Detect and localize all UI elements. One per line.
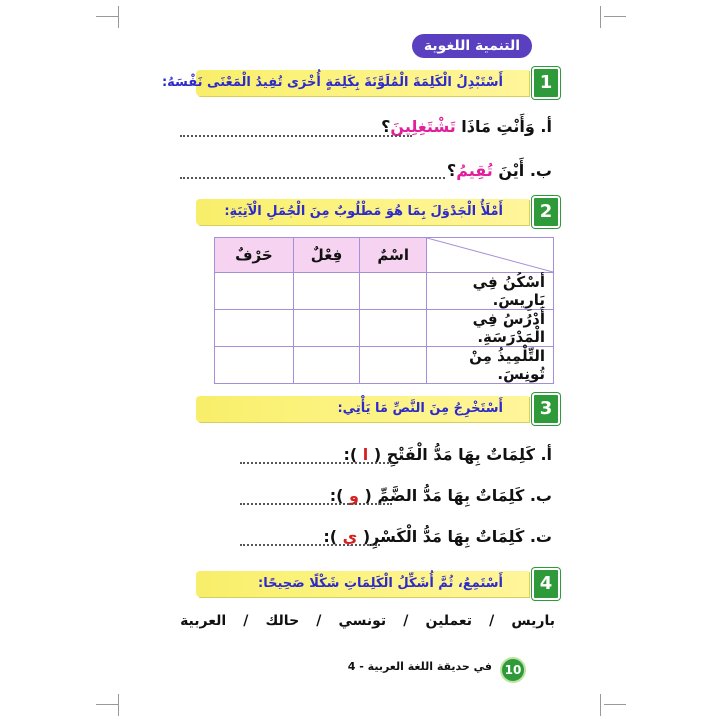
word-list [180,613,555,629]
exercise3-item-a: أ. كَلِمَاتٌ بِهَا مَدُّ الْفَتْحِ ( ا ): [343,445,552,464]
separator: / [403,613,409,629]
page-title: التنمية اللغوية [412,34,532,58]
exercise3-item-c: ت. كَلِمَاتٌ بِهَا مَدُّ الْكَسْرِ( ي ): [323,527,552,546]
separator: / [243,613,249,629]
long-vowel-letter: ا [357,445,374,464]
answer-line[interactable] [180,176,445,179]
word[interactable]: باريس [511,613,555,629]
section-3-number: 3 [532,393,560,425]
column-header-particle: حَرْفٌ [215,238,294,273]
long-vowel-letter: ي [337,527,363,546]
crop-mark [96,16,118,17]
crop-mark [118,694,119,716]
answer-line[interactable] [240,543,380,546]
table-row [215,347,554,384]
crop-mark [604,16,626,17]
diagonal-header-cell [427,238,554,273]
section-2-number: 2 [532,196,560,228]
section-1-instruction: أَسْتَبْدِلُ الْكَلِمَةَ الْمُلَوَّنَةَ بِكَلِمَةٍ أُخْرَى تُفِيدُ الْمَعْنَى نَفْسَهُ: [161,75,503,90]
answer-cell[interactable] [360,347,427,384]
word[interactable]: تونسي [338,613,387,629]
long-vowel-letter: و [343,486,365,505]
exercise3-item-b: ب. كَلِمَاتٌ بِهَا مَدُّ الضَّمِّ ( و ): [329,486,552,505]
section-4-bar [196,571,529,597]
section-2-instruction: أَمْلَأُ الْجَدْوَلَ بِمَا هُوَ مَطْلُوبٌ مِنَ الْجُمَلِ الْآتِيَةِ: [224,204,503,219]
section-2-bar [196,199,529,225]
word[interactable]: حالك [265,613,300,629]
answer-cell[interactable] [293,347,360,384]
answer-line[interactable] [180,134,412,137]
word[interactable]: العربية [180,613,227,629]
column-header-verb: فِعْلٌ [293,238,360,273]
table-row [215,310,554,347]
answer-line[interactable] [240,461,392,464]
separator: / [316,613,322,629]
section-1-number: 1 [532,67,560,99]
book-title: في حديقة اللغة العربية - 4 [347,660,492,673]
section-3-bar [196,396,529,422]
table-header-row [215,238,554,273]
separator: / [489,613,495,629]
answer-cell[interactable] [215,347,294,384]
column-header-noun: اسْمٌ [360,238,427,273]
section-4-number: 4 [532,568,560,600]
classification-table [214,237,554,384]
answer-cell[interactable] [215,273,294,310]
exercise1-item-a: أ. وَأَنْتِ مَاذَا تَشْتَغِلِينَ؟ [381,117,552,136]
answer-line[interactable] [240,502,392,505]
crop-mark [600,694,601,716]
page-number-badge: 10 [500,657,526,683]
crop-mark [118,6,119,28]
answer-cell[interactable] [293,310,360,347]
section-1-bar [161,70,529,96]
answer-cell[interactable] [360,273,427,310]
crop-mark [600,6,601,28]
highlighted-word: تُقِيمُ [456,161,493,180]
sentence-cell: أَسْكُنُ فِي بَارِيسَ. [427,273,554,310]
crop-mark [604,704,626,705]
section-3-instruction: أَسْتَخْرِجُ مِنَ النَّصِّ مَا يَأْتِي: [337,401,503,416]
sentence-cell: أَدْرُسُ فِي الْمَدْرَسَةِ. [427,310,554,347]
answer-cell[interactable] [360,310,427,347]
section-4-instruction: أَسْتَمِعُ، ثُمَّ أُشَكِّلُ الْكَلِمَاتِ شَكْلًا صَحِيحًا: [258,576,503,591]
answer-cell[interactable] [293,273,360,310]
table-row [215,273,554,310]
highlighted-word: تَشْتَغِلِينَ [390,117,456,136]
word[interactable]: تعملين [425,613,473,629]
answer-cell[interactable] [215,310,294,347]
crop-mark [96,704,118,705]
exercise1-item-b: ب. أَيْنَ تُقِيمُ؟ [446,161,552,180]
sentence-cell: التِّلْمِيذُ مِنْ تُونِسَ. [427,347,554,384]
diagonal-line [427,238,553,272]
